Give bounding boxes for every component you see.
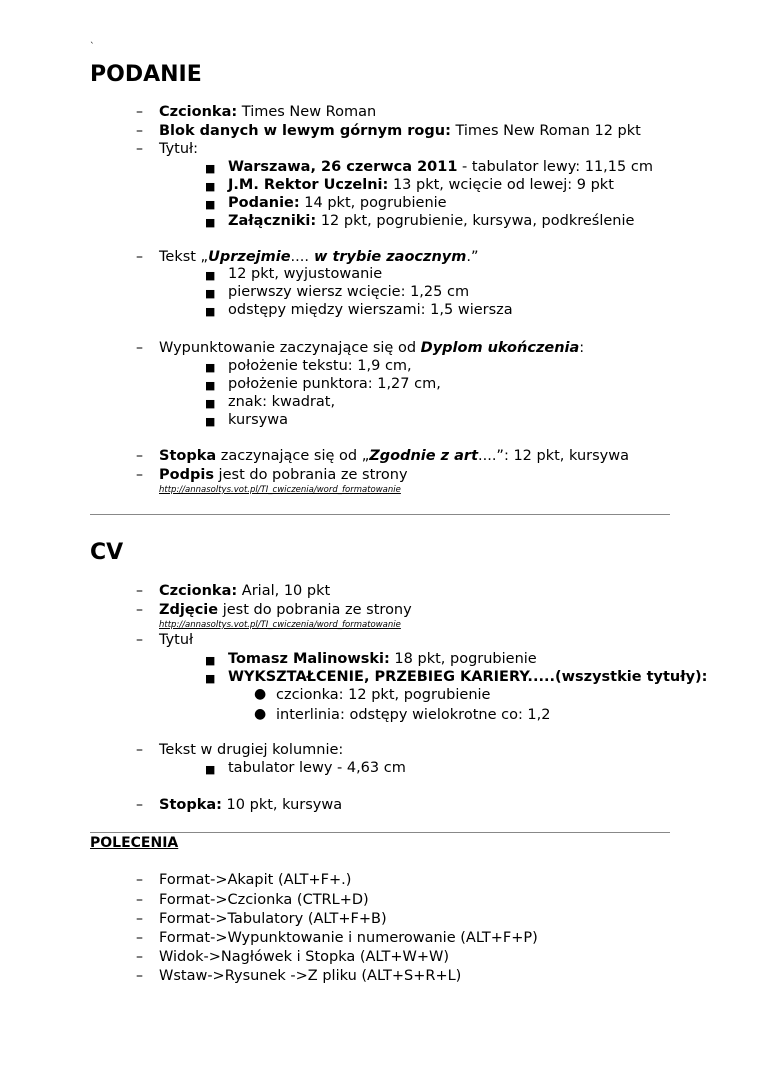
square-bullet: ■: [205, 361, 216, 374]
dash-bullet: –: [136, 448, 143, 464]
square-bullet: ■: [205, 162, 216, 175]
cv-tytul: Tytuł: [159, 632, 194, 648]
dash-bullet: –: [136, 742, 143, 758]
podanie-tekst-item: pierwszy wiersz wcięcie: 1,25 cm: [228, 284, 470, 300]
podanie-wyp-item: kursywa: [228, 412, 288, 428]
cv-tab-item: tabulator lewy - 4,63 cm: [228, 760, 406, 776]
polecenie-item: Widok->Nagłówek i Stopka (ALT+W+W): [159, 949, 449, 965]
square-bullet: ■: [205, 305, 216, 318]
polecenie-item: Wstaw->Rysunek ->Z pliku (ALT+S+R+L): [159, 968, 462, 984]
podanie-tytul-item: J.M. Rektor Uczelni: 13 pkt, wcięcie od lewej: 9 pkt: [228, 177, 614, 193]
podanie-czcionka: Czcionka: Times New Roman: [159, 104, 377, 120]
polecenie-item: Format->Tabulatory (ALT+F+B): [159, 911, 387, 927]
podpis-link[interactable]: http://annasoltys.vot.pl/TI_cwiczenia/word_formatowanie: [159, 485, 401, 495]
podanie-wypunktowanie: Wypunktowanie zaczynające się od Dyplom ukończenia:: [159, 340, 585, 356]
dash-bullet: –: [136, 949, 143, 965]
podanie-blok: Blok danych w lewym górnym rogu: Times New Roman 12 pkt: [159, 123, 641, 139]
dash-bullet: –: [136, 930, 143, 946]
podanie-stopka: Stopka zaczynające się od „Zgodnie z art....”: 12 pkt, kursywa: [159, 448, 629, 464]
square-bullet: ■: [205, 269, 216, 282]
square-bullet: ■: [205, 198, 216, 211]
dot-bullet: ●: [254, 706, 267, 722]
dash-bullet: –: [136, 467, 143, 483]
square-bullet: ■: [205, 397, 216, 410]
polecenia-heading: POLECENIA: [90, 835, 179, 851]
podanie-wyp-item: znak: kwadrat,: [228, 394, 336, 410]
square-bullet: ■: [205, 379, 216, 392]
podanie-podpis: Podpis jest do pobrania ze strony: [159, 467, 408, 483]
polecenie-item: Format->Akapit (ALT+F+.): [159, 872, 352, 888]
square-bullet: ■: [205, 415, 216, 428]
dot-bullet: ●: [254, 686, 267, 702]
cv-subitem: interlinia: odstępy wielokrotne co: 1,2: [276, 707, 551, 723]
tick-mark: `: [90, 42, 95, 52]
dash-bullet: –: [136, 123, 143, 139]
polecenie-item: Format->Wypunktowanie i numerowanie (ALT+F+P): [159, 930, 538, 946]
podanie-tekst: Tekst „Uprzejmie.... w trybie zaocznym.”: [159, 249, 479, 265]
podanie-heading: PODANIE: [90, 62, 202, 87]
zdjecie-link[interactable]: http://annasoltys.vot.pl/TI_cwiczenia/word_formatowanie: [159, 620, 401, 630]
cv-subitem: czcionka: 12 pkt, pogrubienie: [276, 687, 491, 703]
dash-bullet: –: [136, 340, 143, 356]
dash-bullet: –: [136, 892, 143, 908]
polecenie-item: Format->Czcionka (CTRL+D): [159, 892, 369, 908]
podanie-tytul-item: Warszawa, 26 czerwca 2011 - tabulator lewy: 11,15 cm: [228, 159, 653, 175]
square-bullet: ■: [205, 654, 216, 667]
cv-tytul-item: WYKSZTAŁCENIE, PRZEBIEG KARIERY.....(wszystkie tytuły):: [228, 669, 708, 685]
cv-tytul-item: Tomasz Malinowski: 18 pkt, pogrubienie: [228, 651, 537, 667]
dash-bullet: –: [136, 632, 143, 648]
dash-bullet: –: [136, 797, 143, 813]
cv-zdjecie: Zdjęcie jest do pobrania ze strony: [159, 602, 412, 618]
podanie-tytul-item: Podanie: 14 pkt, pogrubienie: [228, 195, 447, 211]
podanie-tekst-item: 12 pkt, wyjustowanie: [228, 266, 383, 282]
cv-tekst2: Tekst w drugiej kolumnie:: [159, 742, 344, 758]
square-bullet: ■: [205, 180, 216, 193]
dash-bullet: –: [136, 249, 143, 265]
dash-bullet: –: [136, 602, 143, 618]
dash-bullet: –: [136, 583, 143, 599]
dash-bullet: –: [136, 104, 143, 120]
cv-heading: CV: [90, 540, 124, 565]
podanie-tytul-item: Załączniki: 12 pkt, pogrubienie, kursywa, podkreślenie: [228, 213, 635, 229]
podanie-wyp-item: położenie tekstu: 1,9 cm,: [228, 358, 412, 374]
dash-bullet: –: [136, 968, 143, 984]
podanie-tytul: Tytuł:: [159, 141, 199, 157]
square-bullet: ■: [205, 216, 216, 229]
dash-bullet: –: [136, 872, 143, 888]
dash-bullet: –: [136, 141, 143, 157]
cv-czcionka: Czcionka: Arial, 10 pkt: [159, 583, 331, 599]
section-divider: [90, 514, 670, 515]
dash-bullet: –: [136, 911, 143, 927]
cv-stopka: Stopka: 10 pkt, kursywa: [159, 797, 343, 813]
square-bullet: ■: [205, 763, 216, 776]
podanie-tekst-item: odstępy między wierszami: 1,5 wiersza: [228, 302, 513, 318]
square-bullet: ■: [205, 287, 216, 300]
section-divider: [90, 832, 670, 833]
square-bullet: ■: [205, 672, 216, 685]
podanie-wyp-item: położenie punktora: 1,27 cm,: [228, 376, 441, 392]
